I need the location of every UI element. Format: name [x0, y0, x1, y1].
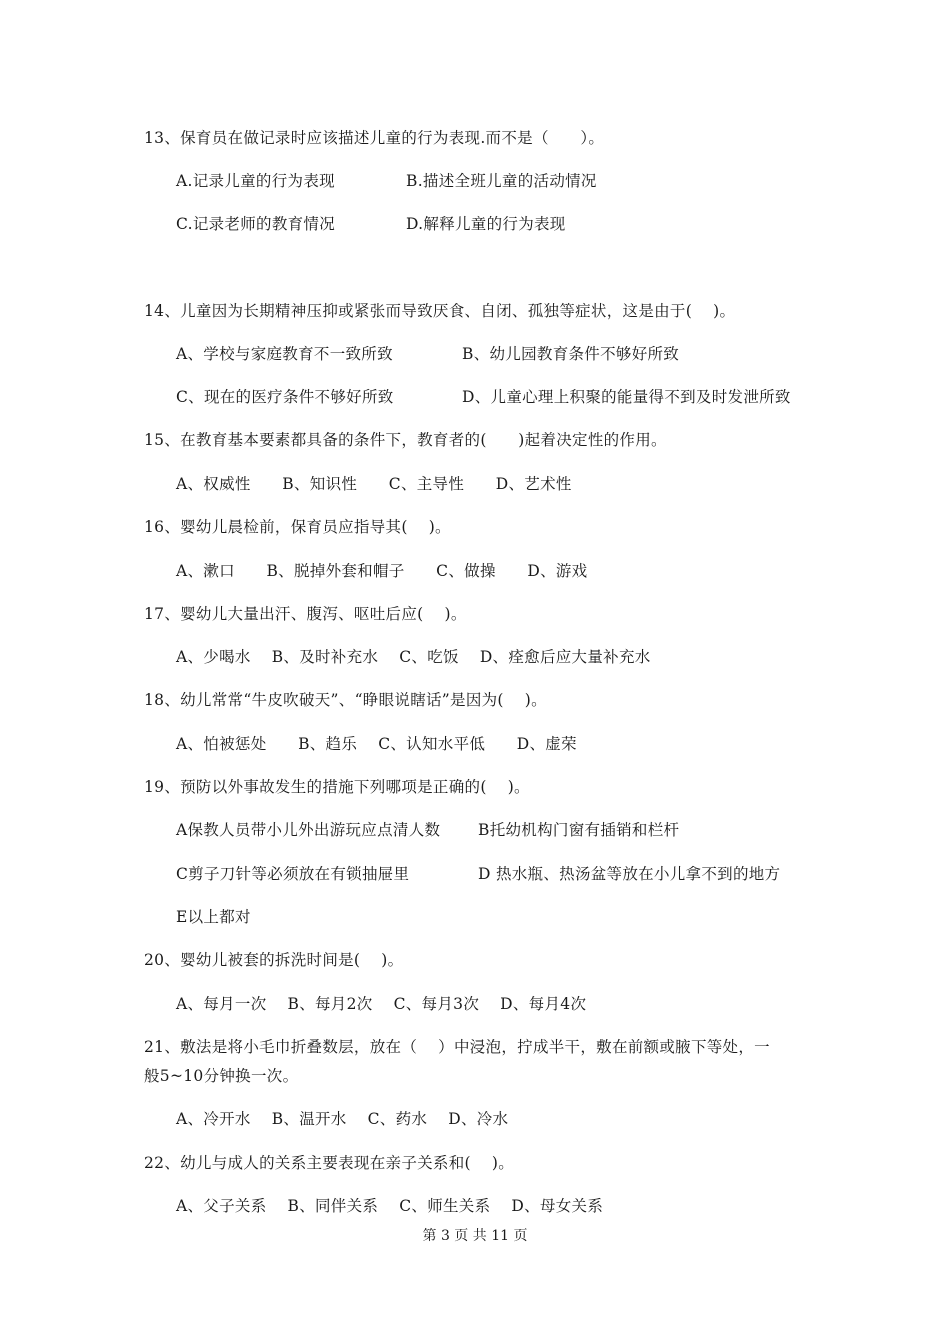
question-17-stem: 17、婴幼儿大量出汗、腹泻、呕吐后应( )。 — [144, 605, 467, 623]
question-19-option-c: C剪子刀针等必须放在有锁抽屉里 — [176, 865, 410, 883]
question-22-options: A、父子关系 B、同伴关系 C、师生关系 D、母女关系 — [176, 1197, 604, 1215]
question-13-option-b: B.描述全班儿童的活动情况 — [406, 172, 597, 190]
question-14-option-a: A、学校与家庭教育不一致所致 — [176, 345, 393, 363]
question-20-options: A、每月一次 B、每月2次 C、每月3次 D、每月4次 — [176, 995, 587, 1013]
question-13-option-d: D.解释儿童的行为表现 — [406, 215, 566, 233]
question-13-stem: 13、保育员在做记录时应该描述儿童的行为表现.而不是（ ）。 — [144, 129, 605, 147]
question-19-option-d: D 热水瓶、热汤盆等放在小儿拿不到的地方 — [478, 865, 781, 883]
question-15-stem: 15、在教育基本要素都具备的条件下，教育者的( )起着决定性的作用。 — [144, 431, 667, 449]
question-13-option-c: C.记录老师的教育情况 — [176, 215, 336, 233]
question-19-option-b: B托幼机构门窗有插销和栏杆 — [478, 821, 680, 839]
question-15-options: A、权威性 B、知识性 C、主导性 D、艺术性 — [176, 475, 572, 493]
question-21-stem-line-1: 21、敷法是将小毛巾折叠数层，放在（ ）中浸泡，拧成半干，敷在前额或腋下等处，一 — [144, 1038, 770, 1056]
page-number-footer: 第 3 页 共 11 页 — [422, 1228, 528, 1244]
question-14-stem: 14、儿童因为长期精神压抑或紧张而导致厌食、自闭、孤独等症状，这是由于( )。 — [144, 302, 736, 320]
question-20-stem: 20、婴幼儿被套的拆洗时间是( )。 — [144, 951, 404, 969]
question-21-stem-line-2: 般5~10分钟换一次。 — [144, 1067, 299, 1085]
question-14-option-c: C、现在的医疗条件不够好所致 — [176, 388, 394, 406]
question-13-option-a: A.记录儿童的行为表现 — [176, 172, 335, 190]
question-22-stem: 22、幼儿与成人的关系主要表现在亲子关系和( )。 — [144, 1154, 515, 1172]
question-19-stem: 19、预防以外事故发生的措施下列哪项是正确的( )。 — [144, 778, 530, 796]
question-14-option-b: B、幼儿园教育条件不够好所致 — [462, 345, 680, 363]
question-16-options: A、漱口 B、脱掉外套和帽子 C、做操 D、游戏 — [176, 562, 588, 580]
question-18-stem: 18、幼儿常常“牛皮吹破天”、“睁眼说瞎话”是因为( )。 — [144, 691, 547, 709]
question-16-stem: 16、婴幼儿晨检前，保育员应指导其( )。 — [144, 518, 451, 536]
question-19-option-e: E以上都对 — [176, 908, 251, 926]
question-18-options: A、怕被惩处 B、趋乐 C、认知水平低 D、虚荣 — [176, 735, 577, 753]
question-21-options: A、冷开水 B、温开水 C、药水 D、冷水 — [176, 1110, 509, 1128]
question-14-option-d: D、儿童心理上积聚的能量得不到及时发泄所致 — [462, 388, 791, 406]
question-17-options: A、少喝水 B、及时补充水 C、吃饭 D、痊愈后应大量补充水 — [176, 648, 651, 666]
question-19-option-a: A保教人员带小儿外出游玩应点清人数 — [176, 821, 441, 839]
